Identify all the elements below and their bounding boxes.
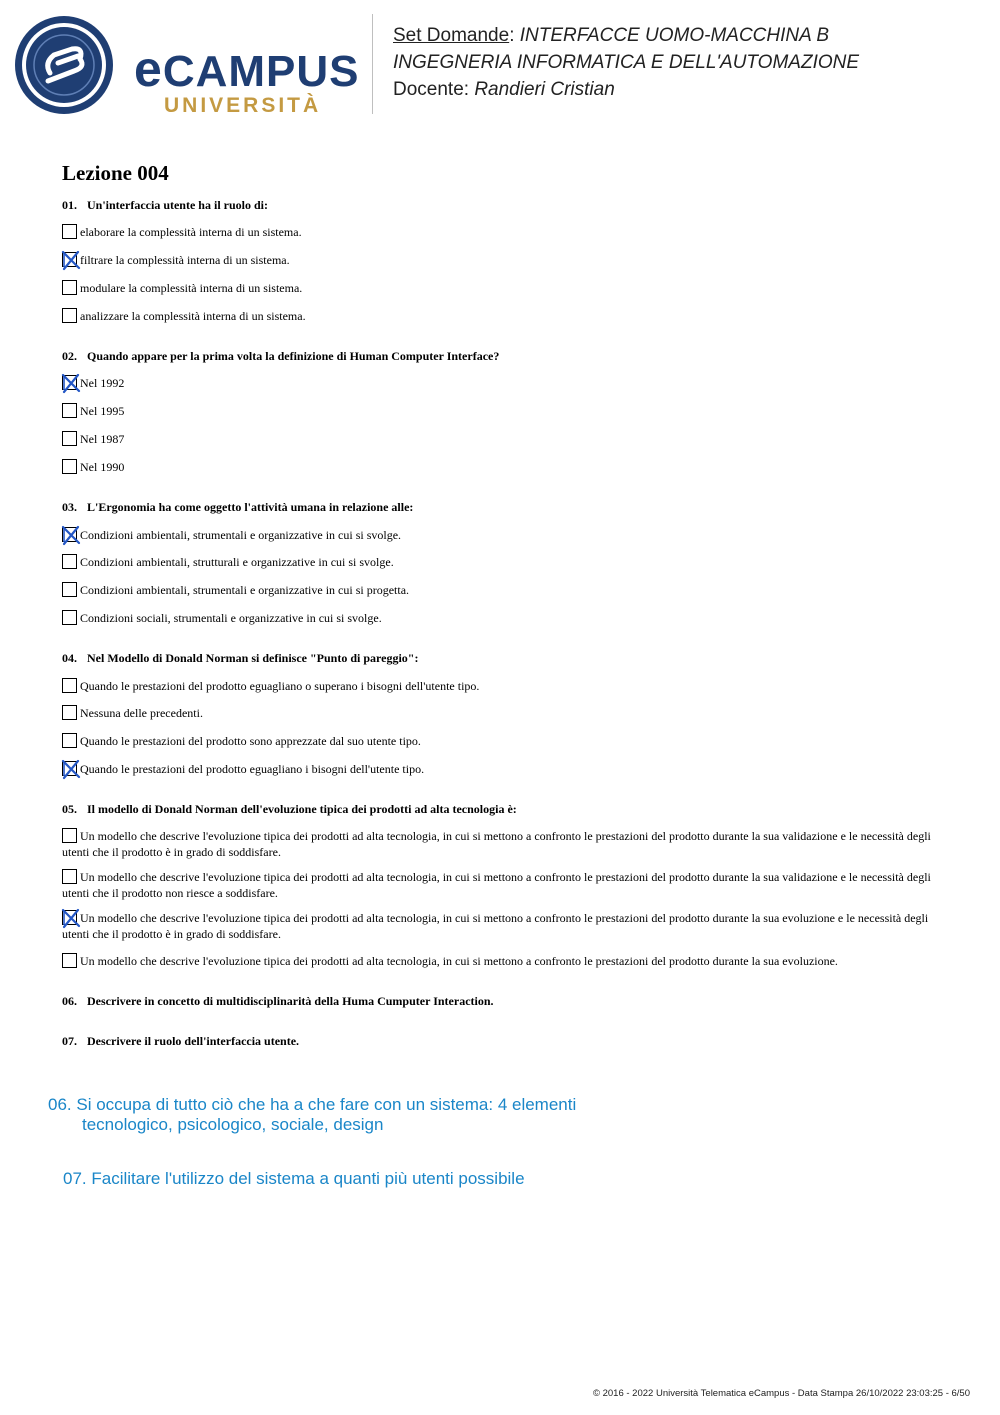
option[interactable]: Nel 1995 — [62, 403, 942, 419]
question-05: 05. Il modello di Donald Norman dell'evoluzione tipica dei prodotti ad alta tecnologia è: — [62, 802, 517, 816]
checkbox[interactable] — [62, 678, 77, 693]
checkbox[interactable] — [62, 431, 77, 446]
checkbox[interactable] — [62, 953, 77, 968]
checkbox-checked[interactable] — [62, 527, 77, 542]
checkbox-checked[interactable] — [62, 252, 77, 267]
question-06: 06. Descrivere in concetto di multidisciplinarità della Huma Cumputer Interaction. — [62, 994, 494, 1008]
question-01: 01. Un'interfaccia utente ha il ruolo di: — [62, 198, 268, 212]
option[interactable]: Condizioni sociali, strumentali e organizzative in cui si svolge. — [62, 610, 942, 626]
cross-mark-icon — [60, 249, 82, 271]
option[interactable]: Quando le prestazioni del prodotto sono apprezzate dal suo utente tipo. — [62, 733, 942, 749]
cross-mark-icon — [60, 524, 82, 546]
checkbox[interactable] — [62, 733, 77, 748]
checkbox[interactable] — [62, 459, 77, 474]
cross-mark-icon — [60, 907, 82, 929]
checkbox-checked[interactable] — [62, 375, 77, 390]
option[interactable]: Un modello che descrive l'evoluzione tipica dei prodotti ad alta tecnologia, in cui si mettono a confronto le prestazioni del prodotto durante la sua validazione e le necessità degli utenti che il prodotto non riesce a soddisfare. — [62, 870, 931, 900]
option[interactable]: Condizioni ambientali, strumentali e organizzative in cui si svolge. — [62, 527, 942, 543]
checkbox[interactable] — [62, 869, 77, 884]
option[interactable]: Nel 1990 — [62, 459, 942, 475]
set-label: Set Domande — [393, 25, 510, 46]
option[interactable]: Quando le prestazioni del prodotto eguagliano i bisogni dell'utente tipo. — [62, 761, 942, 777]
option[interactable]: Nel 1987 — [62, 431, 942, 447]
question-03: 03. L'Ergonomia ha come oggetto l'attività umana in relazione alle: — [62, 500, 414, 514]
teacher-name: Randieri Cristian — [474, 79, 615, 100]
checkbox[interactable] — [62, 280, 77, 295]
option[interactable]: Un modello che descrive l'evoluzione tipica dei prodotti ad alta tecnologia, in cui si mettono a confronto le prestazioni del prodotto durante la sua evoluzione e le necessità degli utenti che il prodotto è in grado di soddisfare. — [62, 910, 942, 942]
answer-06-line1: 06. Si occupa di tutto ciò che ha a che fare con un sistema: 4 elementi — [48, 1095, 577, 1114]
option[interactable]: modulare la complessità interna di un sistema. — [62, 280, 942, 296]
option[interactable]: Nel 1992 — [62, 375, 942, 391]
option[interactable]: Un modello che descrive l'evoluzione tipica dei prodotti ad alta tecnologia, in cui si mettono a confronto le prestazioni del prodotto durante la sua validazione e le necessità degli utenti che il prodotto è in grado di soddisfare. — [62, 829, 931, 859]
set-title: INTERFACCE UOMO-MACCHINA B — [519, 25, 830, 46]
checkbox[interactable] — [62, 403, 77, 418]
option[interactable]: Condizioni ambientali, strutturali e organizzative in cui si svolge. — [62, 554, 942, 570]
question-02: 02. Quando appare per la prima volta la definizione di Human Computer Interface? — [62, 349, 500, 363]
checkbox-checked[interactable] — [62, 761, 77, 776]
answer-06-line2: tecnologico, psicologico, sociale, design — [82, 1115, 384, 1134]
checkbox[interactable] — [62, 828, 77, 843]
brand-name: eCAMPUS — [134, 41, 360, 97]
university-seal-icon — [14, 15, 114, 115]
question-04: 04. Nel Modello di Donald Norman si definisce "Punto di pareggio": — [62, 651, 419, 665]
option[interactable]: elaborare la complessità interna di un sistema. — [62, 224, 942, 240]
document-header: Set Domande: INTERFACCE UOMO-MACCHINA B INGEGNERIA INFORMATICA E DELL'AUTOMAZIONE Docente: Randieri Cristian — [393, 25, 860, 100]
header-divider — [372, 14, 373, 114]
option[interactable]: filtrare la complessità interna di un sistema. — [62, 252, 942, 268]
lesson-title: Lezione 004 — [62, 161, 169, 185]
teacher-label: Docente: — [393, 79, 470, 100]
cross-mark-icon — [60, 758, 82, 780]
ecampus-logo — [14, 15, 359, 115]
checkbox[interactable] — [62, 610, 77, 625]
option[interactable]: Nessuna delle precedenti. — [62, 705, 942, 721]
checkbox[interactable] — [62, 224, 77, 239]
checkbox[interactable] — [62, 582, 77, 597]
option[interactable]: analizzare la complessità interna di un sistema. — [62, 308, 942, 324]
answer-07: 07. Facilitare l'utilizzo del sistema a quanti più utenti possibile — [63, 1169, 525, 1188]
option[interactable]: Condizioni ambientali, strumentali e organizzative in cui si progetta. — [62, 582, 942, 598]
page-footer: © 2016 - 2022 Università Telematica eCampus - Data Stampa 26/10/2022 23:03:25 - 6/50 — [592, 1388, 970, 1399]
question-07: 07. Descrivere il ruolo dell'interfaccia utente. — [62, 1034, 300, 1048]
checkbox[interactable] — [62, 705, 77, 720]
checkbox[interactable] — [62, 554, 77, 569]
option[interactable]: Quando le prestazioni del prodotto eguagliano o superano i bisogni dell'utente tipo. — [62, 678, 942, 694]
option[interactable]: Un modello che descrive l'evoluzione tipica dei prodotti ad alta tecnologia, in cui si mettono a confronto le prestazioni del prodotto durante la sua evoluzione. — [62, 953, 942, 969]
checkbox-checked[interactable] — [62, 910, 77, 925]
brand-subtitle: UNIVERSITÀ — [164, 94, 322, 117]
course-title: INGEGNERIA INFORMATICA E DELL'AUTOMAZIONE — [393, 52, 860, 73]
checkbox[interactable] — [62, 308, 77, 323]
cross-mark-icon — [60, 372, 82, 394]
